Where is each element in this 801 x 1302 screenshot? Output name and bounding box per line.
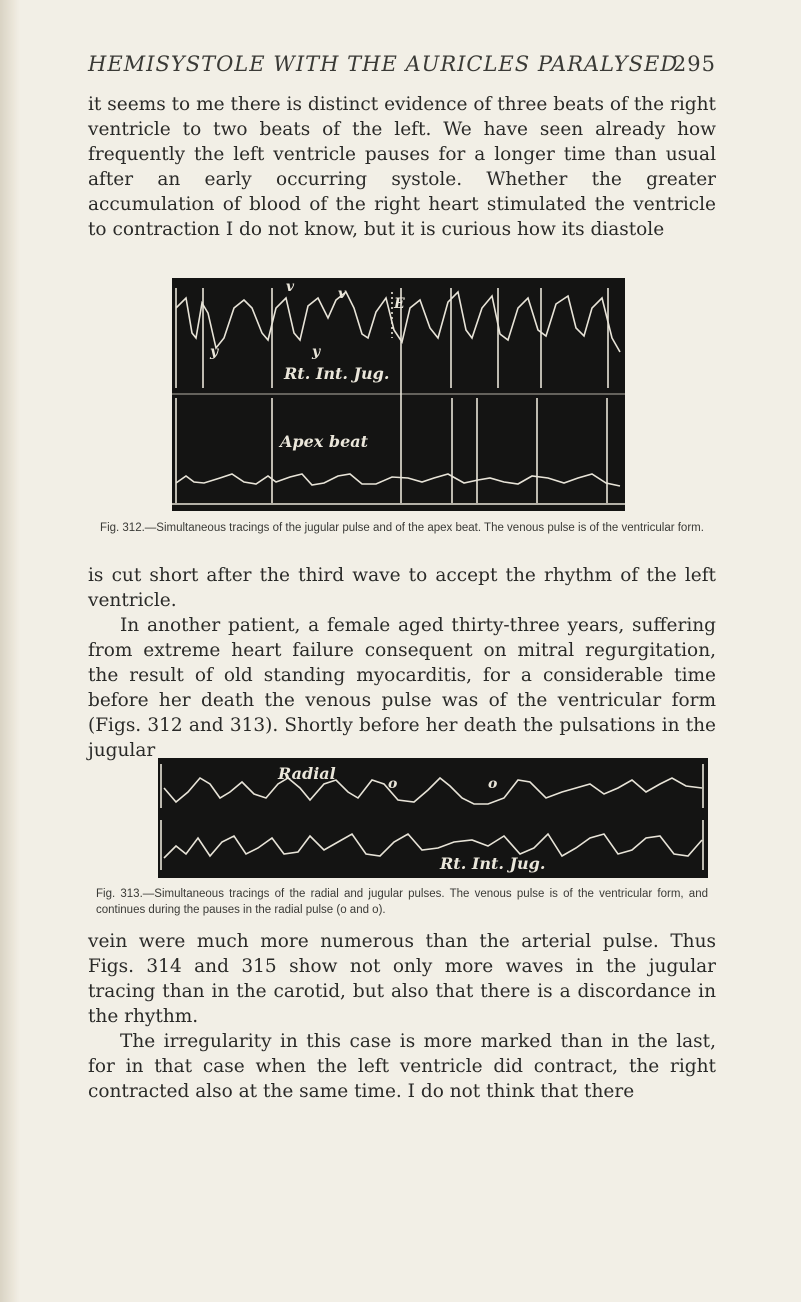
label-o1: o	[388, 776, 398, 792]
caption-fig-313: Fig. 313.—Simultaneous tracings of the radial and jugular pulses. The venous pulse is of the ventricular form, and continues during the pauses in the radial pulse (o and o).	[96, 888, 708, 916]
paragraph-4: vein were much more numerous than the arterial pulse. Thus Figs. 314 and 315 show not only more waves in the jugular tracing than in the carotid, but also that there is a discordance in the rhythm.	[88, 931, 716, 1027]
trace-label-radial: Radial	[278, 764, 336, 783]
figure-313-tracing	[158, 758, 708, 878]
running-header	[88, 52, 716, 76]
page-edge	[0, 0, 20, 1302]
trace-label-int-jug: Rt. Int. Jug.	[440, 854, 546, 873]
figure-312	[172, 278, 625, 511]
paragraph-1: it seems to me there is distinct evidence of three beats of the right ventricle to two beats of the left. We have seen already how frequently the left ventricle pauses for a longer time than usual after an early occurring systole. Whether the greater accumulation of blood of the right heart stimulated the ventricle to contraction I do not know, but it is curious how its diastole	[88, 94, 716, 240]
paragraph-2: is cut short after the third wave to accept the rhythm of the left ventricle.	[88, 565, 716, 611]
paragraph-3: In another patient, a female aged thirty-three years, suffering from extreme heart failure consequent on mitral regurgitation, the result of old standing myocarditis, for a considerable time before her death the venous pulse was of the ventricular form (Figs. 312 and 313). Shortly before her death the pulsations in the jugular	[88, 615, 716, 761]
label-o2: o	[488, 776, 498, 792]
trace-label-apex-beat: Apex beat	[280, 432, 369, 451]
running-head: HEMISYSTOLE WITH THE AURICLES PARALYSED	[88, 52, 679, 76]
label-v2: v	[338, 286, 347, 302]
label-y1: y	[210, 344, 219, 360]
label-y2: y	[312, 344, 321, 360]
paragraph-5: The irregularity in this case is more marked than in the last, for in that case when the left ventricle did contract, the right contracted also at the same time. I do not think that there	[88, 1031, 716, 1102]
trace-label-int-jug: Rt. Int. Jug.	[284, 364, 390, 383]
figure-312-tracing	[172, 278, 625, 511]
page-number: 295	[672, 52, 716, 76]
label-v1: v	[286, 279, 295, 295]
caption-fig-312: Fig. 312.—Simultaneous tracings of the jugular pulse and of the apex beat. The venous pulse is of the ventricular form.	[100, 522, 704, 534]
label-e: E	[394, 296, 405, 312]
figure-313	[158, 758, 708, 878]
